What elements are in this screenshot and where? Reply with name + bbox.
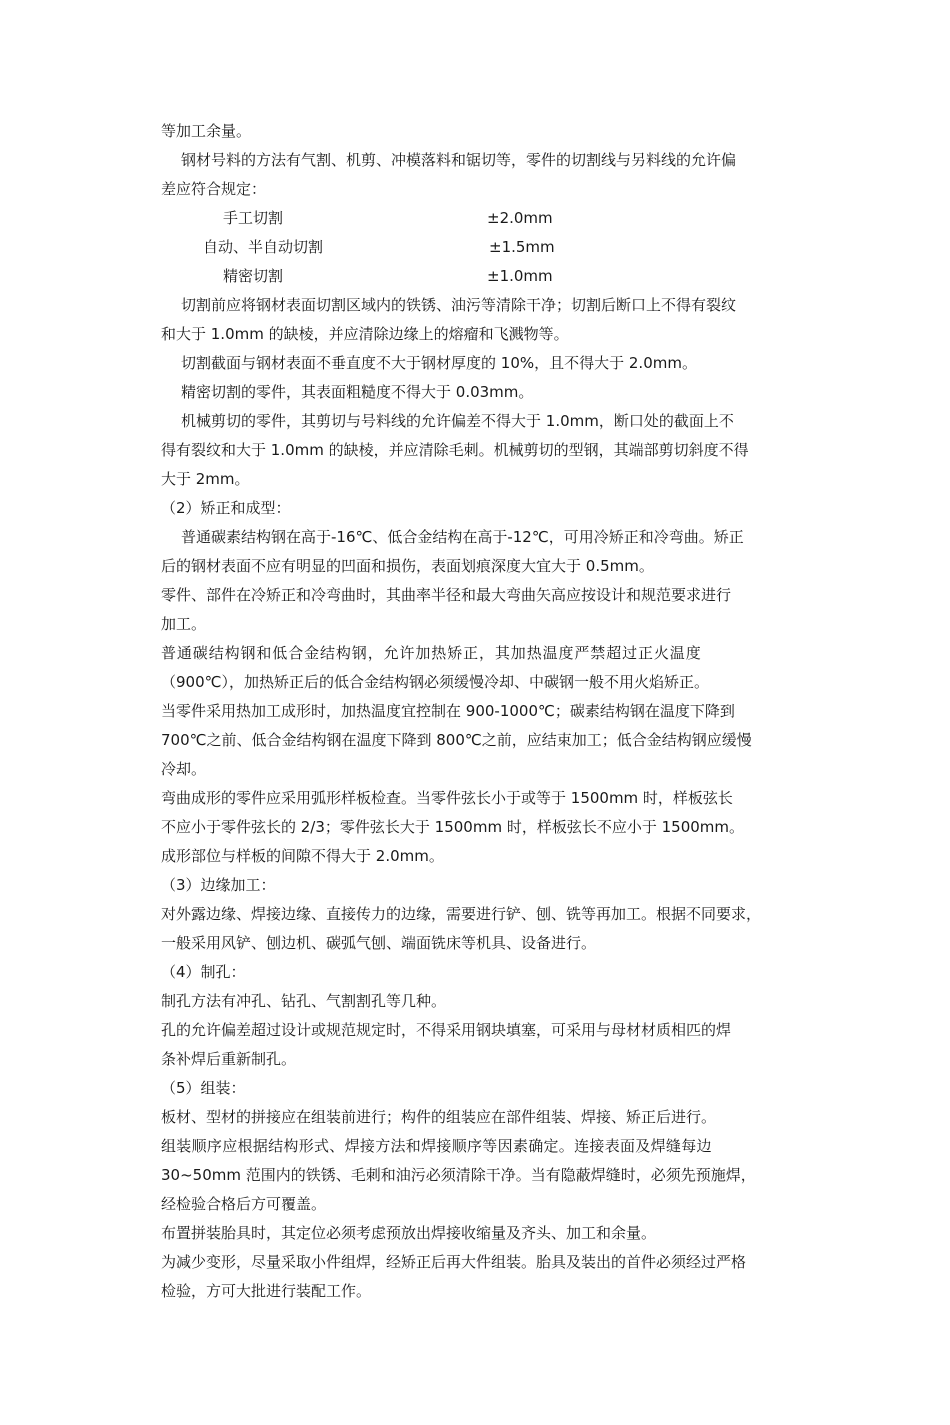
tolerance-value: ±1.0mm [487, 267, 553, 285]
text-line: 不应小于零件弦长的 2/3；零件弦长大于 1500mm 时，样板弦长不应小于 1500mm。 [161, 818, 745, 836]
tolerance-row [161, 262, 801, 291]
paragraph-precision: 精密切割的零件，其表面粗糙度不得大于 0.03mm。 [181, 383, 534, 401]
paragraph-hot-forming [161, 697, 801, 784]
paragraph-holes: 制孔方法有冲孔、钻孔、气割割孔等几种。 [161, 992, 447, 1010]
paragraph-cut-section: 切割截面与钢材表面不垂直度不大于钢材厚度的 10%，且不得大于 2.0mm。 [181, 354, 697, 372]
text-line: 加工。 [161, 615, 207, 633]
section-heading: （3）边缘加工： [161, 876, 276, 894]
document-body [161, 117, 801, 1306]
paragraph-cut-prep [161, 291, 801, 349]
tolerance-name: 精密切割 [223, 267, 284, 285]
paragraph-edge [161, 900, 801, 958]
text-line: 对外露边缘、焊接边缘、直接传力的边缘，需要进行铲、刨、铣等再加工。根据不同要求， [161, 905, 762, 923]
paragraph-assembly1: 板材、型材的拼接应在组装前进行；构件的组装应在部件组装、焊接、矫正后进行。 [161, 1108, 717, 1126]
text-line: 成形部位与样板的间隙不得大于 2.0mm。 [161, 847, 444, 865]
tolerance-row [161, 204, 801, 233]
tolerance-row [161, 233, 801, 262]
paragraph-mech-shear [161, 407, 801, 494]
text-line: 机械剪切的零件，其剪切与号料线的允许偏差不得大于 1.0mm，断口处的截面上不 [181, 412, 734, 430]
section-heading: （2）矫正和成型： [161, 499, 291, 517]
text-line: 普通碳结构钢和低合金结构钢，允许加热矫正，其加热温度严禁超过正火温度 [161, 644, 702, 662]
text-line: 大于 2mm。 [161, 470, 250, 488]
text-line: 经检验合格后方可覆盖。 [161, 1195, 327, 1213]
text-line: 差应符合规定： [161, 180, 267, 198]
paragraph-intro [161, 146, 801, 204]
tolerance-table [161, 204, 801, 291]
paragraph-hole-tol [161, 1016, 801, 1074]
text-line: 后的钢材表面不应有明显的凹面和损伤，表面划痕深度大宜大于 0.5mm。 [161, 557, 654, 575]
text-line: 普通碳素结构钢在高于-16℃、低合金结构在高于-12℃，可用冷矫正和冷弯曲。矫正 [181, 528, 744, 546]
text-line: 一般采用风铲、刨边机、碳弧气刨、端面铣床等机具、设备进行。 [161, 934, 597, 952]
section-heading: （5）组装： [161, 1079, 246, 1097]
text-line: 检验，方可大批进行装配工作。 [161, 1282, 372, 1300]
tolerance-value: ±1.5mm [489, 238, 555, 256]
paragraph-bending [161, 784, 801, 871]
tolerance-name: 自动、半自动切割 [203, 238, 324, 256]
paragraph-deform [161, 1248, 801, 1306]
text-line: 和大于 1.0mm 的缺棱，并应清除边缘上的熔瘤和飞溅物等。 [161, 325, 569, 343]
text-line: 700℃之前、低合金结构钢在温度下降到 800℃之前，应结束加工；低合金结构钢应缓慢 [161, 731, 752, 749]
text-line: 弯曲成形的零件应采用弧形样板检查。当零件弦长小于或等于 1500mm 时，样板弦长 [161, 789, 733, 807]
paragraph-assembly2 [161, 1132, 801, 1219]
tolerance-name: 手工切割 [223, 209, 284, 227]
text-line: （900℃），加热矫正后的低合金结构钢必须缓慢冷却、中碳钢一般不用火焰矫正。 [161, 673, 709, 691]
text-line: 冷却。 [161, 760, 207, 778]
text-line: 为减少变形，尽量采取小件组焊，经矫正后再大件组装。胎具及装出的首件必须经过严格 [161, 1253, 747, 1271]
text-line: 当零件采用热加工成形时，加热温度宜控制在 900-1000℃；碳素结构钢在温度下降到 [161, 702, 735, 720]
text-line: 得有裂纹和大于 1.0mm 的缺棱，并应清除毛刺。机械剪切的型钢，其端部剪切斜度不得 [161, 441, 749, 459]
text-line: 30~50mm 范围内的铁锈、毛刺和油污必须清除干净。当有隐蔽焊缝时，必须先预施焊， [161, 1166, 756, 1184]
tolerance-value: ±2.0mm [487, 209, 553, 227]
paragraph-jig: 布置拼装胎具时，其定位必须考虑预放出焊接收缩量及齐头、加工和余量。 [161, 1224, 657, 1242]
paragraph-heat-straighten [161, 639, 801, 697]
text-line: 条补焊后重新制孔。 [161, 1050, 297, 1068]
text-line: 孔的允许偏差超过设计或规范规定时，不得采用钢块填塞，可采用与母材材质相匹的焊 [161, 1021, 732, 1039]
text-line: 零件、部件在冷矫正和冷弯曲时，其曲率半径和最大弯曲矢高应按设计和规范要求进行 [161, 586, 732, 604]
text-line: 组装顺序应根据结构形式、焊接方法和焊接顺序等因素确定。连接表面及焊缝每边 [161, 1137, 712, 1155]
paragraph-cold-straighten [161, 523, 801, 581]
text-line: 钢材号料的方法有气割、机剪、冲模落料和锯切等，零件的切割线与另料线的允许偏 [181, 151, 737, 169]
paragraph-top: 等加工余量。 [161, 122, 252, 140]
text-line: 切割前应将钢材表面切割区域内的铁锈、油污等清除干净；切割后断口上不得有裂纹 [181, 296, 737, 314]
paragraph-curvature [161, 581, 801, 639]
section-heading: （4）制孔： [161, 963, 246, 981]
